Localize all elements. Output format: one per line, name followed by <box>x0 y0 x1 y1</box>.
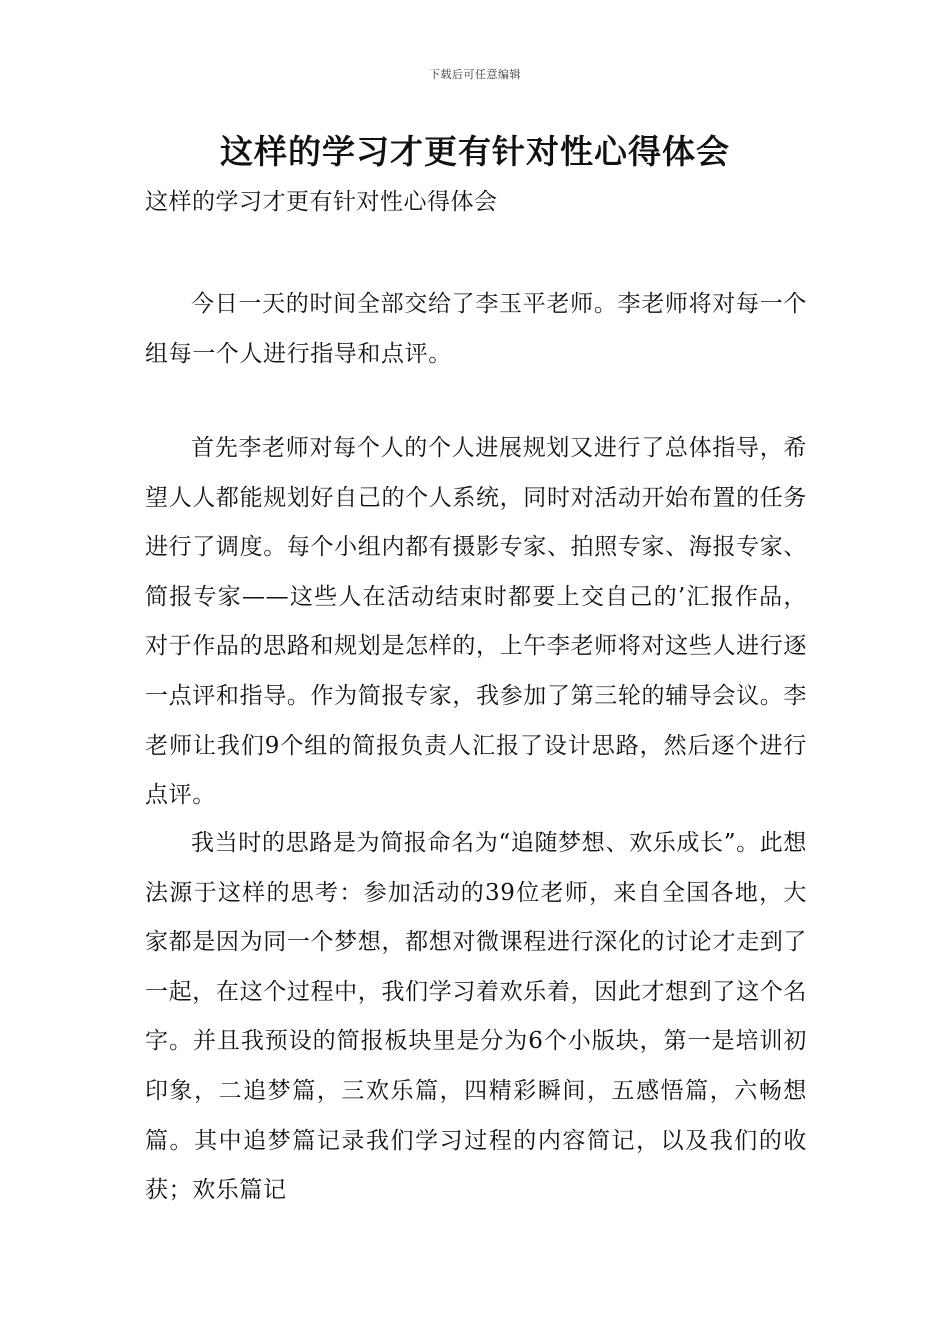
paragraph: 今日一天的时间全部交给了李玉平老师。李老师将对每一个组每一个人进行指导和点评。 <box>145 291 807 367</box>
document-title: 这样的学习才更有针对性心得体会 <box>220 132 730 171</box>
paragraph: 首先李老师对每个人的个人进展规划又进行了总体指导，希望人人都能规划好自己的个人系统，同时对活动开始布置的任务进行了调度。每个小组内都有摄影专家、拍照专家、海报专家、简报专家——这些人在活动结束时都要上交自己的’汇报作品，对于作品的思路和规划是怎样的，上午李老师将对这些人进行逐一点评和指导。作为简报专家，我参加了第三轮的辅导会议。李老师让我们9个组的简报负责人汇报了设计思路，然后逐个进行点评。 <box>145 435 807 809</box>
header-note: 下载后可任意编辑 <box>429 68 521 81</box>
document-subtitle: 这样的学习才更有针对性心得体会 <box>145 189 498 215</box>
paragraph: 我当时的思路是为简报命名为“追随梦想、欢乐成长”。此想法源于这样的思考：参加活动的39位老师，来自全国各地，大家都是因为同一个梦想，都想对微课程进行深化的讨论才走到了一起，在这个过程中，我们学习着欢乐着，因此才想到了这个名字。并且我预设的简报板块里是分为6个小版块，第一是培训初印象，二追梦篇，三欢乐篇，四精彩瞬间，五感悟篇，六畅想篇。其中追梦篇记录我们学习过程的内容简记，以及我们的收获；欢乐篇记 <box>145 830 807 1204</box>
